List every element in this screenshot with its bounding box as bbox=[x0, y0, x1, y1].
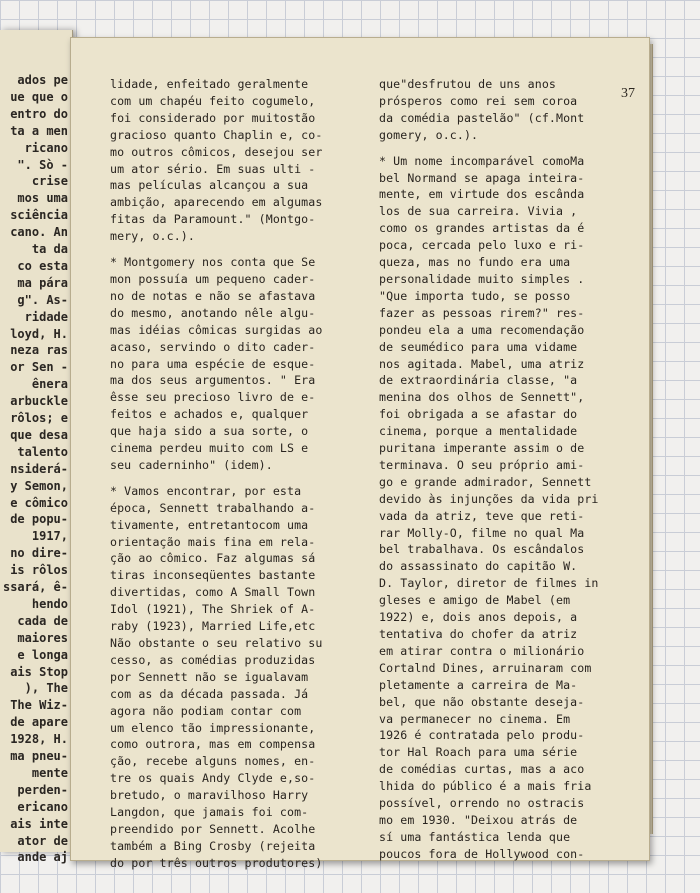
facing-page-line: talento bbox=[17, 444, 68, 459]
facing-page-line: ados pe bbox=[17, 73, 68, 87]
facing-page-line: entro do bbox=[10, 106, 68, 121]
facing-page-line: crise bbox=[31, 174, 68, 189]
facing-page-line: mos uma bbox=[17, 191, 68, 206]
facing-page-line: y Semon, bbox=[10, 478, 68, 493]
facing-page-line: mente bbox=[31, 765, 68, 780]
facing-page-line: ssará, ê- bbox=[2, 580, 68, 594]
facing-page-line: arbuckle bbox=[10, 394, 68, 409]
facing-page-line: ". Sò - bbox=[17, 157, 68, 172]
facing-page-line: neza ras bbox=[10, 343, 68, 358]
facing-page-line: sciência bbox=[10, 208, 68, 223]
facing-page-line: ricano bbox=[24, 140, 68, 155]
paragraph: * Um nome incomparável comoMa bel Normand se apaga inteira- mente, em virtude dos escânda los de sua carreira. Vivia , como os grandes artistas da é poca, cercada pelo luxo e ri- queza, mas no fundo era uma personalidade muito simples . "Que importa tudo, se posso fazer as pessoas rirem?" res- pondeu ela a uma recomendação de seumédico para uma vidame nos agitada. Mabel, uma atriz de extraordinária classe, "a menina dos olhos de Sennett", foi obrigada a se afastar do cinema, porque a mentalidade puritana imperante assim o de terminava. O seu próprio ami- go e grande admirador, Sennett devido às injunções da vida pri vada da atriz, teve que reti- rar Molly-O, filme no qual Ma bel trabalhava. Os escândalos do assassinato do capitão W. D. Taylor, diretor de filmes in gleses e amigo de Mabel (em 1922) e, dois anos depois, a tentativa do chofer da atriz em atirar contra o milionário Cortalnd Dines, arruinaram com pletamente a carreira de Ma- bel, que não obstante deseja- va permanecer no cinema. Em 1926 é contratada pelo produ- tor Hal Roach para uma série de comédias curtas, mas a aco lhida do público é a mais fria possível, orrendo no ostracis mo em 1930. "Deixou atrás de sí uma fantástica lenda que poucos fora de Hollywood con- bbox=[379, 153, 599, 861]
facing-page-line: perden- bbox=[17, 782, 68, 797]
page-number: 37 bbox=[621, 86, 635, 101]
facing-page-line: e cômico bbox=[10, 495, 68, 510]
facing-page-line: de apare bbox=[10, 715, 68, 730]
facing-page-line: hendo bbox=[31, 596, 68, 611]
facing-page-line: 1917, bbox=[31, 529, 68, 544]
facing-page-line: ridade bbox=[24, 309, 68, 324]
facing-page-line: rôlos; e bbox=[10, 411, 68, 425]
facing-page-line: que desa bbox=[10, 427, 68, 442]
facing-page-line: e longa bbox=[17, 647, 68, 662]
text-column-left bbox=[110, 76, 346, 881]
paragraph: * Vamos encontrar, por esta época, Sennett trabalhando a- tivamente, entretantocom uma orientação mais fina em rela- ção ao cômico. Faz algumas sá tiras inconseqüentes bastante divertidas, como A Small Town Idol (1921), The Shriek of A- raby (1923), Married Life,etc Não obstante o seu relativo su cesso, as comédias produzidas por Sennett não se igualavam com as da década passada. Já agora não podiam contar com um elenco tão impressionante, como outrora, mas em compensa ção, recebe alguns nomes, en- tre os quais Andy Clyde e,so- bretudo, o maravilhoso Harry Langdon, que jamais foi com- preendido por Sennett. Acolhe também a Bing Crosby (rejeita do por três outros produtores) bbox=[110, 483, 323, 870]
facing-page-line: g". As- bbox=[17, 292, 68, 307]
facing-page-line: ande aj bbox=[17, 850, 68, 865]
paragraph: * Montgomery nos conta que Se mon possuía um pequeno cader- no de notas e não se afastava do mesmo, anotando nêle algu- mas idéias cômicas surgidas ao acaso, servindo o dito cader- no para uma espécie de esque- ma dos seus argumentos. " Era êsse seu precioso livro de e- feitos e achados e, qualquer que haja sido a sua sorte, o cinema perdeu muito com LS e seu caderninho" (idem). bbox=[110, 255, 323, 472]
facing-page-line: 1928, H. bbox=[10, 732, 68, 747]
typewritten-page bbox=[70, 37, 650, 870]
facing-page-line: ta a men bbox=[10, 123, 68, 138]
facing-page-line: ênera bbox=[31, 377, 68, 392]
paragraph: lidade, enfeitado geralmente com um chapéu feito cogumelo, foi considerado por muitostão gracioso quanto Chaplin e, co- mo outros cômicos, desejou ser um ator sério. Em suas ulti - mas películas alcançou a sua ambição, aparecendo em algumas fitas da Paramount." (Montgo- mery, o.c.). bbox=[110, 77, 323, 244]
facing-page-line: ma pneu- bbox=[10, 749, 68, 763]
facing-page-line: ), The bbox=[24, 681, 68, 696]
facing-page-line: de popu- bbox=[10, 512, 68, 527]
text-column-right bbox=[379, 76, 604, 872]
facing-page-line: ta da bbox=[31, 242, 68, 256]
facing-page-line: ais inte bbox=[10, 816, 68, 831]
facing-page-line: ais Stop bbox=[10, 664, 68, 679]
facing-page-fragment bbox=[0, 30, 73, 865]
facing-page-line: is rôlos bbox=[10, 563, 68, 578]
facing-page-line: cada de bbox=[17, 613, 68, 628]
facing-page-line: co esta bbox=[17, 258, 68, 273]
facing-page-line: ue que o bbox=[10, 89, 68, 104]
facing-page-line: no dire- bbox=[10, 546, 68, 561]
facing-page-line: or Sen - bbox=[10, 360, 68, 375]
facing-page-line: cano. An bbox=[10, 225, 68, 240]
facing-page-line: The Wiz- bbox=[10, 698, 68, 713]
facing-page-line: nsiderá- bbox=[10, 461, 68, 476]
facing-page-line: loyd, H. bbox=[10, 326, 68, 341]
paragraph: que"desfrutou de uns anos prósperos como rei sem coroa da comédia pastelão" (cf.Mont gomery, o.c.). bbox=[379, 77, 585, 142]
facing-page-line: ator de bbox=[17, 833, 68, 848]
facing-page-line: ericano bbox=[17, 799, 68, 814]
facing-page-line: maiores bbox=[17, 630, 68, 645]
facing-page-line: ma pára bbox=[17, 275, 68, 290]
